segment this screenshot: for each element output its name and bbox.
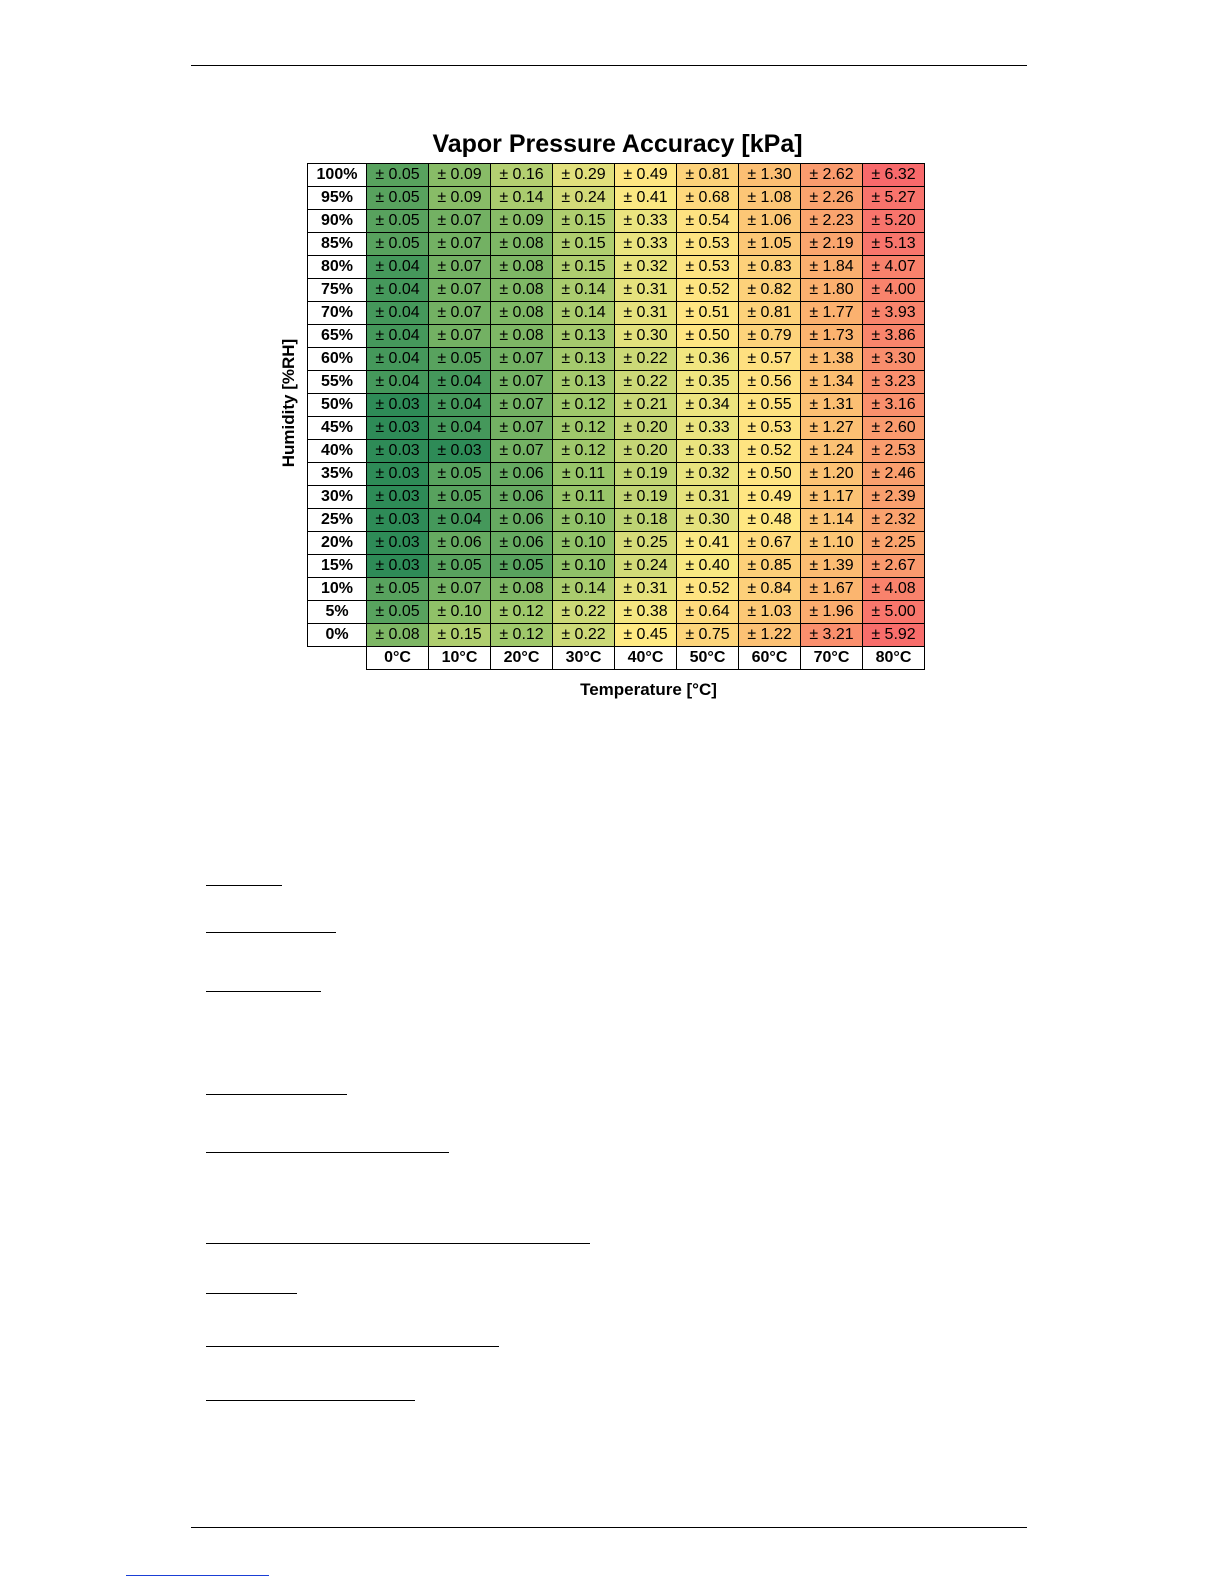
table-row xyxy=(308,164,925,187)
heatmap-cell: ± 0.04 xyxy=(367,256,429,279)
table-row xyxy=(308,417,925,440)
chart-title: Vapor Pressure Accuracy [kPa] xyxy=(432,130,803,158)
column-label: 30°C xyxy=(553,647,615,670)
row-label: 25% xyxy=(308,509,367,532)
row-label: 20% xyxy=(308,532,367,555)
heatmap-cell: ± 4.07 xyxy=(863,256,925,279)
heatmap-cell: ± 2.26 xyxy=(801,187,863,210)
heatmap-cell: ± 0.25 xyxy=(615,532,677,555)
heatmap-cell: ± 3.23 xyxy=(863,371,925,394)
row-label: 5% xyxy=(308,601,367,624)
heatmap-cell: ± 0.15 xyxy=(553,210,615,233)
heatmap-cell: ± 0.08 xyxy=(491,256,553,279)
column-label: 80°C xyxy=(863,647,925,670)
heatmap-cell: ± 1.20 xyxy=(801,463,863,486)
heatmap-cell: ± 5.92 xyxy=(863,624,925,647)
heatmap-cell: ± 0.03 xyxy=(367,555,429,578)
row-label: 15% xyxy=(308,555,367,578)
heatmap-cell: ± 1.10 xyxy=(801,532,863,555)
heatmap-table xyxy=(307,163,925,670)
heatmap-cell: ± 0.52 xyxy=(739,440,801,463)
table-row xyxy=(308,348,925,371)
blank-line xyxy=(206,1293,297,1294)
heatmap-cell: ± 0.14 xyxy=(553,279,615,302)
heatmap-cell: ± 0.19 xyxy=(615,463,677,486)
heatmap-cell: ± 0.81 xyxy=(677,164,739,187)
row-label: 85% xyxy=(308,233,367,256)
heatmap-cell: ± 5.20 xyxy=(863,210,925,233)
heatmap-cell: ± 0.04 xyxy=(367,302,429,325)
heatmap-cell: ± 0.18 xyxy=(615,509,677,532)
heatmap-cell: ± 0.83 xyxy=(739,256,801,279)
heatmap-cell: ± 0.13 xyxy=(553,325,615,348)
heatmap-cell: ± 1.08 xyxy=(739,187,801,210)
heatmap-cell: ± 0.10 xyxy=(553,509,615,532)
column-label: 20°C xyxy=(491,647,553,670)
heatmap-cell: ± 0.56 xyxy=(739,371,801,394)
heatmap-cell: ± 0.24 xyxy=(615,555,677,578)
heatmap-cell: ± 0.09 xyxy=(429,164,491,187)
heatmap-cell: ± 0.05 xyxy=(367,187,429,210)
heatmap-cell: ± 0.35 xyxy=(677,371,739,394)
heatmap-cell: ± 0.07 xyxy=(429,233,491,256)
heatmap-cell: ± 0.31 xyxy=(615,578,677,601)
y-axis-label: Humidity [%RH] xyxy=(279,338,298,468)
heatmap-cell: ± 5.00 xyxy=(863,601,925,624)
heatmap-cell: ± 0.84 xyxy=(739,578,801,601)
heatmap-cell: ± 0.33 xyxy=(677,440,739,463)
heatmap-cell: ± 0.51 xyxy=(677,302,739,325)
heatmap-cell: ± 0.22 xyxy=(553,624,615,647)
heatmap-cell: ± 0.14 xyxy=(553,302,615,325)
heatmap-cell: ± 0.49 xyxy=(739,486,801,509)
heatmap-cell: ± 0.03 xyxy=(367,417,429,440)
heatmap-cell: ± 3.21 xyxy=(801,624,863,647)
heatmap-cell: ± 0.07 xyxy=(429,210,491,233)
heatmap-cell: ± 2.53 xyxy=(863,440,925,463)
heatmap-cell: ± 0.03 xyxy=(367,509,429,532)
row-label: 40% xyxy=(308,440,367,463)
heatmap-cell: ± 0.09 xyxy=(429,187,491,210)
heatmap-cell: ± 3.30 xyxy=(863,348,925,371)
heatmap-cell: ± 0.14 xyxy=(491,187,553,210)
heatmap-cell: ± 1.73 xyxy=(801,325,863,348)
heatmap-cell: ± 0.12 xyxy=(491,624,553,647)
table-row xyxy=(308,371,925,394)
heatmap-cell: ± 0.10 xyxy=(429,601,491,624)
heatmap-cell: ± 0.19 xyxy=(615,486,677,509)
table-row xyxy=(308,256,925,279)
row-label: 70% xyxy=(308,302,367,325)
heatmap-cell: ± 1.96 xyxy=(801,601,863,624)
heatmap-cell: ± 1.14 xyxy=(801,509,863,532)
column-label: 40°C xyxy=(615,647,677,670)
heatmap-cell: ± 0.07 xyxy=(491,371,553,394)
heatmap-cell: ± 0.52 xyxy=(677,578,739,601)
heatmap-cell: ± 0.54 xyxy=(677,210,739,233)
heatmap-cell: ± 2.60 xyxy=(863,417,925,440)
heatmap-cell: ± 0.52 xyxy=(677,279,739,302)
heatmap-cell: ± 0.06 xyxy=(491,463,553,486)
heatmap-cell: ± 0.32 xyxy=(615,256,677,279)
x-axis-label: Temperature [°C] xyxy=(580,680,717,699)
heatmap-cell: ± 4.08 xyxy=(863,578,925,601)
heatmap-cell: ± 5.13 xyxy=(863,233,925,256)
heatmap-cell: ± 1.31 xyxy=(801,394,863,417)
heatmap-cell: ± 0.10 xyxy=(553,532,615,555)
corner-cell xyxy=(308,647,367,670)
heatmap-cell: ± 0.08 xyxy=(491,302,553,325)
heatmap-cell: ± 0.05 xyxy=(367,601,429,624)
heatmap-cell: ± 0.05 xyxy=(491,555,553,578)
heatmap-cell: ± 0.16 xyxy=(491,164,553,187)
heatmap-cell: ± 0.41 xyxy=(615,187,677,210)
heatmap-cell: ± 0.05 xyxy=(367,210,429,233)
heatmap-cell: ± 1.80 xyxy=(801,279,863,302)
heatmap-cell: ± 0.33 xyxy=(615,210,677,233)
header-rule xyxy=(191,65,1027,66)
heatmap-cell: ± 0.15 xyxy=(553,233,615,256)
heatmap-cell: ± 0.12 xyxy=(553,417,615,440)
heatmap-cell: ± 0.05 xyxy=(429,555,491,578)
heatmap-cell: ± 2.32 xyxy=(863,509,925,532)
heatmap-cell: ± 0.30 xyxy=(677,509,739,532)
row-label: 0% xyxy=(308,624,367,647)
heatmap-cell: ± 0.07 xyxy=(491,394,553,417)
blank-line xyxy=(206,1094,347,1095)
heatmap-cell: ± 0.06 xyxy=(491,486,553,509)
table-row xyxy=(308,233,925,256)
row-label: 30% xyxy=(308,486,367,509)
column-label: 10°C xyxy=(429,647,491,670)
heatmap-cell: ± 0.05 xyxy=(367,578,429,601)
heatmap-cell: ± 0.08 xyxy=(491,578,553,601)
blank-line xyxy=(206,991,321,992)
heatmap-cell: ± 0.68 xyxy=(677,187,739,210)
row-label: 55% xyxy=(308,371,367,394)
heatmap-cell: ± 0.04 xyxy=(429,509,491,532)
heatmap-cell: ± 1.27 xyxy=(801,417,863,440)
heatmap-cell: ± 0.07 xyxy=(429,578,491,601)
heatmap-cell: ± 0.07 xyxy=(429,325,491,348)
heatmap-cell: ± 0.06 xyxy=(429,532,491,555)
heatmap-cell: ± 0.08 xyxy=(491,279,553,302)
heatmap-cell: ± 0.15 xyxy=(553,256,615,279)
heatmap-cell: ± 0.11 xyxy=(553,486,615,509)
table-row xyxy=(308,302,925,325)
heatmap-cell: ± 0.36 xyxy=(677,348,739,371)
heatmap-cell: ± 0.50 xyxy=(739,463,801,486)
heatmap-cell: ± 0.12 xyxy=(553,440,615,463)
heatmap-cell: ± 0.04 xyxy=(429,394,491,417)
heatmap-cell: ± 0.24 xyxy=(553,187,615,210)
heatmap-cell: ± 0.12 xyxy=(491,601,553,624)
heatmap-cell: ± 0.81 xyxy=(739,302,801,325)
heatmap-cell: ± 2.19 xyxy=(801,233,863,256)
heatmap-cell: ± 0.31 xyxy=(615,302,677,325)
column-label: 50°C xyxy=(677,647,739,670)
heatmap-cell: ± 0.34 xyxy=(677,394,739,417)
heatmap-cell: ± 0.22 xyxy=(553,601,615,624)
heatmap-cell: ± 1.03 xyxy=(739,601,801,624)
heatmap-cell: ± 0.07 xyxy=(491,440,553,463)
heatmap-cell: ± 0.07 xyxy=(429,279,491,302)
heatmap-cell: ± 0.64 xyxy=(677,601,739,624)
heatmap-cell: ± 0.33 xyxy=(615,233,677,256)
heatmap-cell: ± 0.31 xyxy=(677,486,739,509)
table-row xyxy=(308,279,925,302)
heatmap-cell: ± 1.05 xyxy=(739,233,801,256)
heatmap-cell: ± 2.39 xyxy=(863,486,925,509)
heatmap-cell: ± 1.84 xyxy=(801,256,863,279)
heatmap-cell: ± 1.34 xyxy=(801,371,863,394)
heatmap-cell: ± 0.03 xyxy=(429,440,491,463)
heatmap-cell: ± 0.03 xyxy=(367,463,429,486)
heatmap-cell: ± 3.16 xyxy=(863,394,925,417)
heatmap-cell: ± 0.09 xyxy=(491,210,553,233)
heatmap-cell: ± 0.08 xyxy=(367,624,429,647)
heatmap-cell: ± 0.21 xyxy=(615,394,677,417)
heatmap-cell: ± 0.22 xyxy=(615,348,677,371)
heatmap-cell: ± 0.13 xyxy=(553,348,615,371)
heatmap-cell: ± 0.14 xyxy=(553,578,615,601)
heatmap-cell: ± 0.10 xyxy=(553,555,615,578)
heatmap-cell: ± 0.15 xyxy=(429,624,491,647)
heatmap-cell: ± 0.20 xyxy=(615,417,677,440)
heatmap-cell: ± 0.41 xyxy=(677,532,739,555)
row-label: 95% xyxy=(308,187,367,210)
heatmap-cell: ± 2.23 xyxy=(801,210,863,233)
heatmap-cell: ± 6.32 xyxy=(863,164,925,187)
table-row xyxy=(308,624,925,647)
heatmap-cell: ± 0.31 xyxy=(615,279,677,302)
heatmap-cell: ± 1.17 xyxy=(801,486,863,509)
heatmap-cell: ± 0.20 xyxy=(615,440,677,463)
heatmap-cell: ± 0.03 xyxy=(367,394,429,417)
heatmap-cell: ± 0.05 xyxy=(429,348,491,371)
blank-line xyxy=(206,885,282,886)
heatmap-cell: ± 0.67 xyxy=(739,532,801,555)
column-header-row xyxy=(308,647,925,670)
table-row xyxy=(308,578,925,601)
heatmap-cell: ± 3.86 xyxy=(863,325,925,348)
heatmap-cell: ± 0.55 xyxy=(739,394,801,417)
row-label: 50% xyxy=(308,394,367,417)
heatmap-cell: ± 0.85 xyxy=(739,555,801,578)
heatmap-cell: ± 0.53 xyxy=(739,417,801,440)
heatmap-cell: ± 0.57 xyxy=(739,348,801,371)
blank-line xyxy=(206,1400,415,1401)
heatmap-cell: ± 0.03 xyxy=(367,486,429,509)
heatmap-cell: ± 0.49 xyxy=(615,164,677,187)
blank-line xyxy=(206,1152,449,1153)
table-row xyxy=(308,325,925,348)
row-label: 10% xyxy=(308,578,367,601)
heatmap-cell: ± 1.67 xyxy=(801,578,863,601)
heatmap-cell: ± 0.06 xyxy=(491,532,553,555)
heatmap-cell: ± 0.03 xyxy=(367,532,429,555)
heatmap-cell: ± 0.38 xyxy=(615,601,677,624)
heatmap-cell: ± 0.22 xyxy=(615,371,677,394)
heatmap-cell: ± 0.06 xyxy=(491,509,553,532)
heatmap-cell: ± 0.75 xyxy=(677,624,739,647)
row-label: 60% xyxy=(308,348,367,371)
table-row xyxy=(308,187,925,210)
heatmap-cell: ± 0.04 xyxy=(429,371,491,394)
heatmap-cell: ± 0.32 xyxy=(677,463,739,486)
blank-line xyxy=(206,1346,499,1347)
table-row xyxy=(308,601,925,624)
row-label: 65% xyxy=(308,325,367,348)
heatmap-cell: ± 0.53 xyxy=(677,256,739,279)
heatmap-cell: ± 2.46 xyxy=(863,463,925,486)
heatmap-cell: ± 0.08 xyxy=(491,325,553,348)
heatmap-cell: ± 3.93 xyxy=(863,302,925,325)
heatmap-cell: ± 0.05 xyxy=(367,233,429,256)
heatmap-cell: ± 0.48 xyxy=(739,509,801,532)
heatmap-cell: ± 5.27 xyxy=(863,187,925,210)
table-row xyxy=(308,210,925,233)
column-label: 70°C xyxy=(801,647,863,670)
table-row xyxy=(308,486,925,509)
footer-link-underline[interactable] xyxy=(126,1575,269,1576)
blank-line xyxy=(206,932,336,933)
heatmap-cell: ± 0.79 xyxy=(739,325,801,348)
heatmap-cell: ± 2.67 xyxy=(863,555,925,578)
column-label: 0°C xyxy=(367,647,429,670)
heatmap-cell: ± 0.05 xyxy=(429,486,491,509)
table-row xyxy=(308,463,925,486)
heatmap-cell: ± 0.07 xyxy=(429,302,491,325)
column-label: 60°C xyxy=(739,647,801,670)
table-row xyxy=(308,509,925,532)
row-label: 45% xyxy=(308,417,367,440)
heatmap-cell: ± 0.05 xyxy=(429,463,491,486)
heatmap-cell: ± 1.39 xyxy=(801,555,863,578)
heatmap-cell: ± 0.29 xyxy=(553,164,615,187)
heatmap-cell: ± 0.50 xyxy=(677,325,739,348)
row-label: 35% xyxy=(308,463,367,486)
row-label: 75% xyxy=(308,279,367,302)
table-row xyxy=(308,394,925,417)
heatmap-cell: ± 0.11 xyxy=(553,463,615,486)
heatmap-cell: ± 0.03 xyxy=(367,440,429,463)
heatmap-cell: ± 0.07 xyxy=(429,256,491,279)
heatmap-cell: ± 0.33 xyxy=(677,417,739,440)
heatmap-cell: ± 0.45 xyxy=(615,624,677,647)
heatmap-cell: ± 1.22 xyxy=(739,624,801,647)
heatmap-cell: ± 0.08 xyxy=(491,233,553,256)
row-label: 80% xyxy=(308,256,367,279)
heatmap-cell: ± 1.30 xyxy=(739,164,801,187)
heatmap-cell: ± 0.07 xyxy=(491,417,553,440)
heatmap-cell: ± 2.25 xyxy=(863,532,925,555)
heatmap-cell: ± 0.53 xyxy=(677,233,739,256)
table-row xyxy=(308,532,925,555)
table-row xyxy=(308,440,925,463)
heatmap-cell: ± 1.38 xyxy=(801,348,863,371)
heatmap-cell: ± 1.06 xyxy=(739,210,801,233)
table-row xyxy=(308,555,925,578)
blank-line xyxy=(206,1243,590,1244)
heatmap-cell: ± 0.04 xyxy=(367,348,429,371)
row-label: 100% xyxy=(308,164,367,187)
row-label: 90% xyxy=(308,210,367,233)
heatmap-cell: ± 0.82 xyxy=(739,279,801,302)
heatmap-cell: ± 0.12 xyxy=(553,394,615,417)
heatmap-cell: ± 0.40 xyxy=(677,555,739,578)
heatmap-cell: ± 0.04 xyxy=(367,371,429,394)
heatmap-cell: ± 0.30 xyxy=(615,325,677,348)
heatmap-cell: ± 0.04 xyxy=(367,279,429,302)
heatmap-cell: ± 0.04 xyxy=(367,325,429,348)
heatmap-cell: ± 0.07 xyxy=(491,348,553,371)
footer-rule xyxy=(191,1527,1027,1528)
heatmap-cell: ± 0.13 xyxy=(553,371,615,394)
heatmap-cell: ± 0.04 xyxy=(429,417,491,440)
heatmap-cell: ± 4.00 xyxy=(863,279,925,302)
heatmap-cell: ± 1.77 xyxy=(801,302,863,325)
heatmap-cell: ± 2.62 xyxy=(801,164,863,187)
heatmap-cell: ± 1.24 xyxy=(801,440,863,463)
heatmap-cell: ± 0.05 xyxy=(367,164,429,187)
